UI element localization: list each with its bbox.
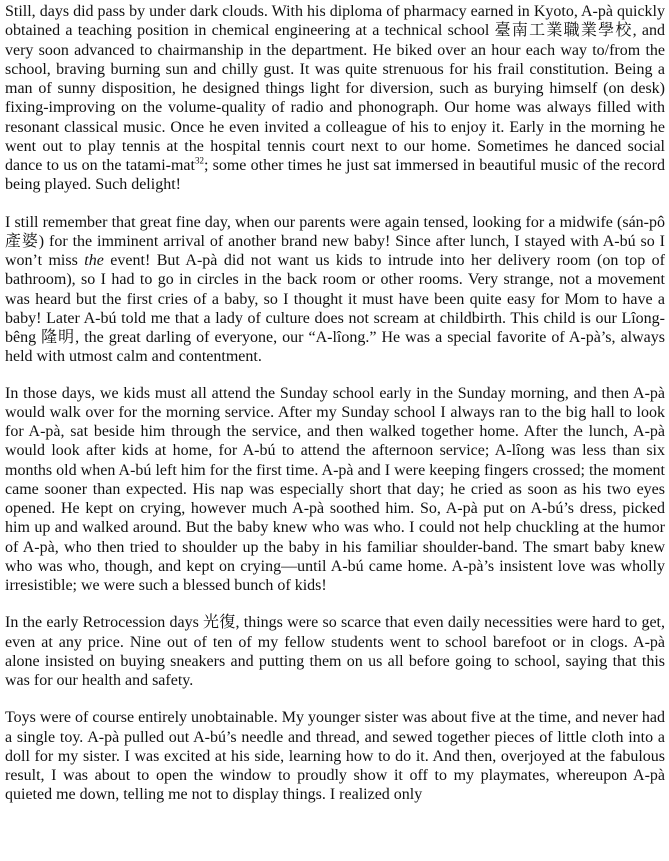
paragraph-2 <box>5 213 665 367</box>
paragraph-4-text: In the early Retrocession days 光復, things were so scarce that even daily necessities were hard to get, even at any price. Nine out of ten of my fellow students went to school barefoot or in clogs. A-pà alone insisted on buying sneakers and putting them on us all before going to school, saying that this was for our health and safety. <box>5 614 665 689</box>
paragraph-1-text-a: Still, days did pass by under dark clouds. With his diploma of pharmacy earned in Kyoto, A-pà quickly obtained a teaching position in chemical engineering at a technical school 臺南工業職業學校, and very soon advanced to chairmanship in the department. He biked over an hour each way to/from the school, braving burning sun and chilly gust. It was quite strenuous for his frail constitution. Being a man of sunny disposition, he designed things light for diversion, such as burying himself (on desk) fixing-improving on the volume-quality of radio and phonograph. Our home was always filled with resonant classical music. Once he even invited a colleague of his to enjoy it. Early in the morning he went out to play tennis at the hospital tennis court next to our home. Sometimes he danced social dance to us on the tatami-mat <box>5 3 665 174</box>
paragraph-5-text: Toys were of course entirely unobtainable. My younger sister was about five at the time, and never had a single toy. A-pà pulled out A-bú’s needle and thread, and sewed together pieces of little cloth into a doll for my sister. I was excited at his side, learning how to do it. And then, overjoyed at the fabulous result, I was about to open the window to proudly show it off to my playmates, whereupon A-pà quieted me down, telling me not to display things. I realized only <box>5 709 665 804</box>
paragraph-3 <box>5 384 665 596</box>
paragraph-1-text-b: ; some other times he just sat immersed in beautiful music of the record being played. Such delight! <box>5 157 666 194</box>
paragraph-2-emphasis: the <box>84 252 104 269</box>
paragraph-2-text-a: I still remember that great fine day, when our parents were again tensed, looking for a midwife (sán-pô 產婆) for the imminent arrival of another brand new baby! Since after lunch, I stayed with A-bú so I won’t miss <box>5 213 665 269</box>
paragraph-3-text: In those days, we kids must all attend the Sunday school early in the Sunday morning, and then A-pà would walk over for the morning service. After my Sunday school I always ran to the big hall to look for A-pà, sat beside him through the service, and then walked together home. After the lunch, A-pà would look after kids at home, for A-bú to attend the afternoon service; A-lîong was less than six months old when A-bú left him for the first time. A-pà and I were keeping fingers crossed; the moment came sooner than expected. His nap was especially short that day; he cried as soon as his two eyes opened. He kept on crying, however much A-pà soothed him. So, A-pà put on A-bú’s dress, picked him up and walked around. But the baby knew who was who. I could not help chuckling at the humor of A-pà, who then tried to shoulder up the baby in his familiar shoulder-band. The smart baby knew who was who, though, and kept on crying—until A-bú came home. A-pà’s insistent love was wholly irresistible; we were such a blessed bunch of kids! <box>5 384 665 594</box>
paragraph-4 <box>5 613 665 690</box>
footnote-ref-32[interactable]: 32 <box>194 155 204 166</box>
paragraph-2-text-b: event! But A-pà did not want us kids to intrude into her delivery room (on top of bathroom), so I had to go in circles in the back room or other rooms. Very strange, not a movement was heard but the first cries of a baby, so I thought it must have been quite easy for Mom to have a baby! Later A-bú told me that a lady of culture does not scream at childbirth. This child is our Lîong-bêng 隆明, the great darling of everyone, our “A-lîong.” He was a special favorite of A-pà’s, always held with utmost calm and contentment. <box>5 252 666 366</box>
document-page <box>5 0 665 805</box>
paragraph-1 <box>5 2 665 195</box>
paragraph-5 <box>5 708 665 804</box>
